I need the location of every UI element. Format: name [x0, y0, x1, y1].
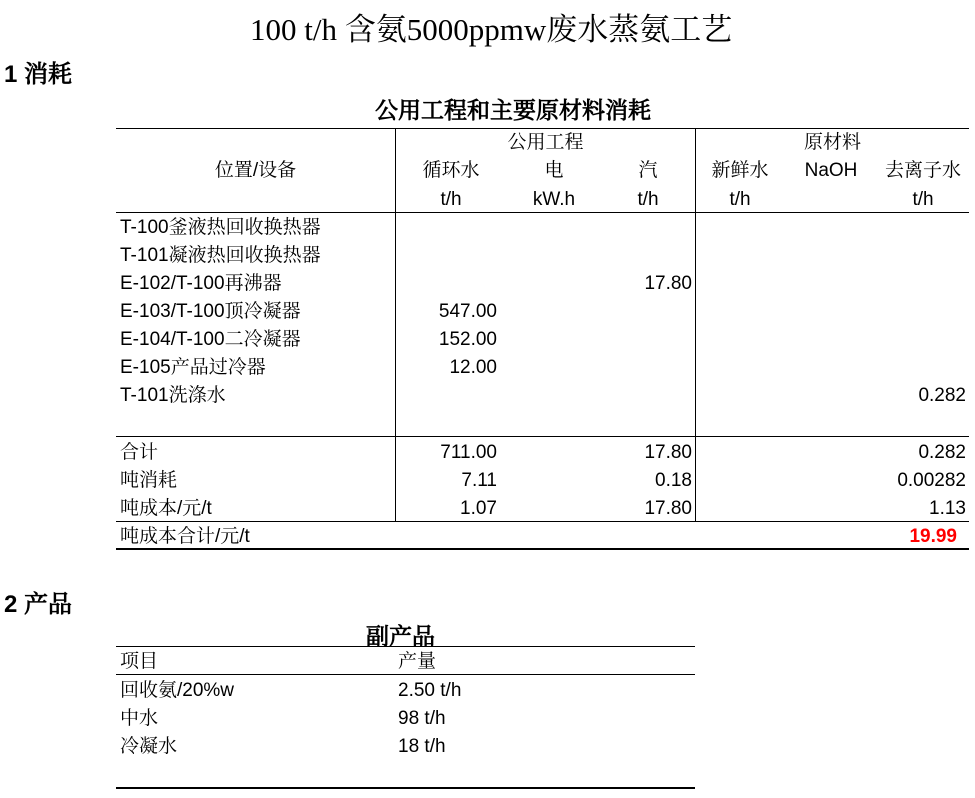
unit-deionized-water: t/h [912, 189, 934, 210]
summary-value-steam: 0.18 [655, 470, 692, 491]
summary-name: 合计 [120, 442, 159, 463]
summary-value-deionized-water: 0.282 [918, 442, 966, 463]
equipment-value-circulating-water: 152.00 [438, 329, 497, 350]
product-output: 2.50 t/h [398, 680, 462, 701]
column-header-deionized-water: 去离子水 [884, 160, 961, 181]
page-title: 100 t/h 含氨5000ppmw废水蒸氨工艺 [250, 12, 733, 47]
products-top-border [116, 646, 695, 647]
summary-value-circulating-water: 711.00 [440, 442, 497, 463]
column-header-steam: 汽 [638, 160, 658, 181]
summary-value-steam: 17.80 [644, 498, 692, 519]
products-column-item: 项目 [120, 651, 159, 672]
equipment-name: T-101凝液热回收换热器 [120, 245, 321, 266]
product-item: 冷凝水 [120, 736, 178, 757]
unit-naoh [790, 189, 872, 211]
equipment-value-deionized-water: 0.282 [918, 385, 966, 406]
products-table-title: 副产品 [366, 623, 435, 649]
equipment-name: E-103/T-100顶冷凝器 [120, 301, 301, 322]
unit-electricity: kW.h [532, 189, 576, 210]
summary-value-deionized-water: 0.00282 [897, 470, 966, 491]
total-cost-value: 19.99 [909, 526, 957, 547]
header-bottom-border [116, 212, 969, 213]
table-top-border [116, 128, 969, 129]
equipment-name: T-100釜液热回收换热器 [120, 217, 321, 238]
consumption-table-title: 公用工程和主要原材料消耗 [375, 97, 651, 123]
table-bottom-border [116, 548, 969, 550]
equipment-name: E-105产品过冷器 [120, 357, 266, 378]
products-bottom-border [116, 787, 695, 789]
products-column-output: 产量 [398, 651, 437, 672]
equipment-name: T-101洗涤水 [120, 385, 226, 406]
divider-position-utility [395, 128, 396, 521]
summary-value-deionized-water: 1.13 [929, 498, 966, 519]
equipment-name: E-102/T-100再沸器 [120, 273, 282, 294]
equipment-value-circulating-water: 12.00 [449, 357, 497, 378]
summary-value-steam: 17.80 [644, 442, 692, 463]
unit-steam: t/h [637, 189, 659, 210]
summary-value-circulating-water: 7.11 [461, 470, 497, 491]
summary-name: 吨成本/元/t [120, 498, 212, 519]
summary-name: 吨消耗 [120, 470, 178, 491]
column-header-naoh: NaOH [804, 160, 858, 181]
summary-top-border [116, 436, 969, 437]
column-header-electricity: 电 [544, 160, 564, 181]
column-header-fresh-water: 新鲜水 [711, 160, 769, 181]
total-cost-label: 吨成本合计/元/t [120, 526, 250, 547]
products-header-border [116, 674, 695, 675]
equipment-value-steam: 17.80 [644, 273, 692, 294]
unit-fresh-water: t/h [729, 189, 751, 210]
equipment-value-circulating-water: 547.00 [438, 301, 497, 322]
group-utility-header: 公用工程 [507, 132, 584, 153]
product-output: 98 t/h [398, 708, 446, 729]
product-item: 中水 [120, 708, 159, 729]
total-top-border [116, 521, 969, 522]
column-header-circulating-water: 循环水 [422, 160, 480, 181]
section-heading-consumption: 1 消耗 [4, 61, 73, 88]
section-heading-products: 2 产品 [4, 591, 73, 618]
column-header-position: 位置/设备 [214, 160, 297, 181]
summary-value-circulating-water: 1.07 [460, 498, 497, 519]
unit-circulating-water: t/h [440, 189, 462, 210]
product-item: 回收氨/20%w [120, 680, 235, 701]
equipment-name: E-104/T-100二冷凝器 [120, 329, 301, 350]
divider-utility-material [695, 128, 696, 521]
group-material-header: 原材料 [803, 132, 861, 153]
product-output: 18 t/h [398, 736, 446, 757]
